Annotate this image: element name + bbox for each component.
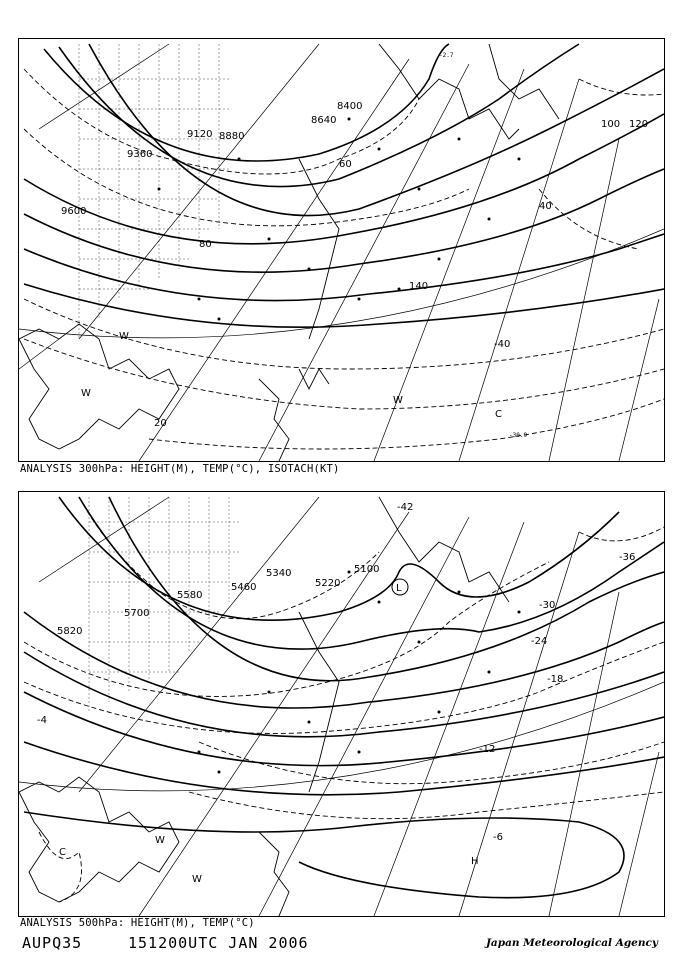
isotach-label: 120 <box>629 119 649 130</box>
map-300hpa-labels <box>19 39 664 461</box>
temp-label: -4 <box>37 715 47 726</box>
height-label: 5340 <box>266 568 292 579</box>
temp-label: -24 <box>531 636 548 647</box>
temp-label: -40 <box>494 339 511 350</box>
temp-label: -36 <box>619 552 636 563</box>
pressure-center-w: W <box>192 874 202 885</box>
height-label: 8880 <box>219 131 245 142</box>
height-label: 5220 <box>315 578 341 589</box>
map-500hpa-labels <box>19 492 664 916</box>
height-label: 9600 <box>61 206 87 217</box>
caption-500hpa: ANALYSIS 500hPa: HEIGHT(M), TEMP(°C) <box>20 917 255 929</box>
temp-label: -30.9 <box>509 432 528 439</box>
isotach-label: 80 <box>199 239 212 250</box>
pressure-center-w: W <box>81 388 91 399</box>
pressure-center-w: W <box>393 395 403 406</box>
isotach-label: 20 <box>154 418 167 429</box>
chart-code: AUPQ35 <box>22 934 83 952</box>
analysis-300hpa-map <box>18 38 665 462</box>
pressure-center-h: H <box>471 856 479 867</box>
isotach-label: 40 <box>539 201 552 212</box>
isotach-label: 140 <box>409 281 429 292</box>
caption-300hpa: ANALYSIS 300hPa: HEIGHT(M), TEMP(°C), ISOTACH(KT) <box>20 463 340 475</box>
pressure-center-l: L <box>396 583 402 594</box>
temp-label: -30 <box>539 600 556 611</box>
analysis-500hpa-map <box>18 491 665 917</box>
temp-label: -6 <box>493 832 503 843</box>
height-label: 8400 <box>337 101 363 112</box>
isotach-label: 100 <box>601 119 621 130</box>
height-label: 5580 <box>177 590 203 601</box>
height-label: 5700 <box>124 608 150 619</box>
height-label: 5100 <box>354 564 380 575</box>
height-label: 5820 <box>57 626 83 637</box>
temp-label: -18 <box>547 674 564 685</box>
height-label: 5460 <box>231 582 257 593</box>
isotach-label: 60 <box>339 159 352 170</box>
pressure-center-c: C <box>495 409 502 420</box>
height-label: 9120 <box>187 129 213 140</box>
pressure-center-c: C <box>59 847 66 858</box>
pressure-center-w: W <box>119 331 129 342</box>
height-label: 8640 <box>311 115 337 126</box>
height-label: 9360 <box>127 149 153 160</box>
pressure-center-w: W <box>155 835 165 846</box>
valid-time: 151200UTC JAN 2006 <box>128 934 309 952</box>
temp-label: -2.7 <box>439 52 454 59</box>
agency-name: Japan Meteorological Agency <box>485 937 658 949</box>
temp-label: -12 <box>479 744 496 755</box>
temp-label: -42 <box>397 502 414 513</box>
